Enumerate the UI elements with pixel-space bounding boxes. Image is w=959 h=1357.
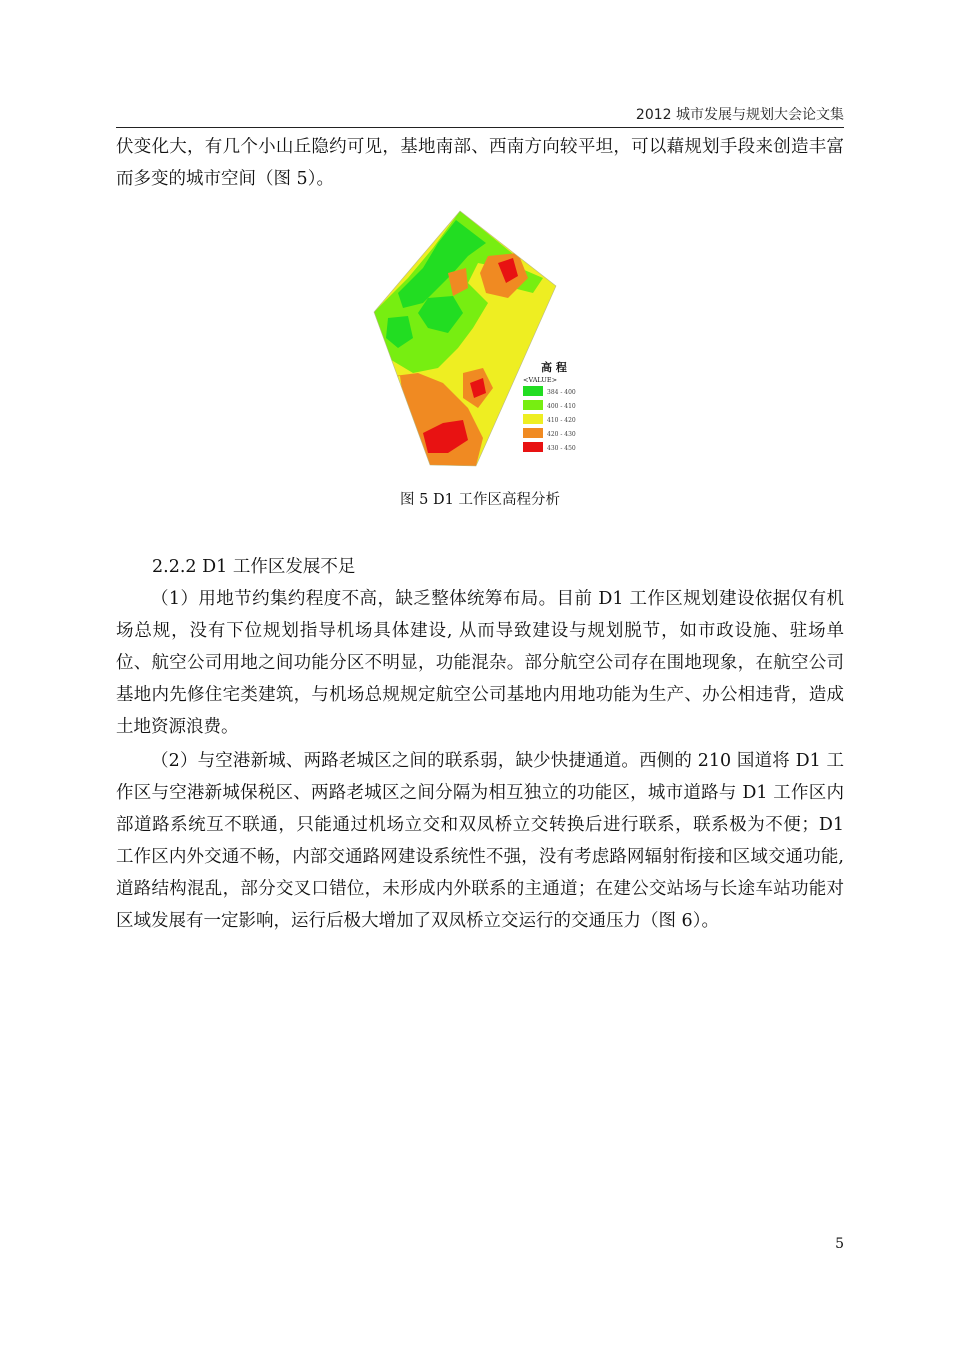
running-header: 2012 城市发展与规划大会论文集 bbox=[635, 107, 844, 123]
header-rule bbox=[116, 127, 844, 128]
legend-swatch bbox=[523, 442, 543, 452]
figure-caption: 图 5 D1 工作区高程分析 bbox=[400, 492, 560, 508]
paragraph-2: （1）用地节约集约程度不高，缺乏整体统筹布局。目前 D1 工作区规划建设依据仅有机场总规，没有下位规划指导机场具体建设, 从而导致建设与规划脱节，如市政设施、驻场单位、航空公司用地之间功能分区不明显，功能混杂。部分航空公司存在围地现象，在航空公司基地内先修住宅类建筑，与机场总规规定航空公司基地内用地功能为生产、办公相违背，造成土地资源浪费。 bbox=[116, 589, 844, 737]
legend-label: 410 - 420 bbox=[547, 417, 576, 424]
elevation-map-figure bbox=[368, 208, 600, 472]
legend-title: 高 程 bbox=[541, 361, 567, 374]
legend-label: 430 - 450 bbox=[547, 445, 576, 452]
legend-label: 384 - 400 bbox=[547, 389, 576, 396]
elevation-map bbox=[368, 208, 600, 472]
legend-label: 420 - 430 bbox=[547, 431, 576, 438]
legend-swatch bbox=[523, 428, 543, 438]
legend-swatch bbox=[523, 414, 543, 424]
page-number: 5 bbox=[835, 1236, 844, 1252]
legend-swatch bbox=[523, 386, 543, 396]
paragraph-1: 伏变化大，有几个小山丘隐约可见，基地南部、西南方向较平坦，可以藉规划手段来创造丰富而多变的城市空间（图 5）。 bbox=[116, 137, 844, 189]
legend-subtitle: <VALUE> bbox=[523, 376, 558, 384]
map-legend bbox=[523, 360, 576, 452]
section-heading: 2.2.2 D1 工作区发展不足 bbox=[152, 557, 356, 577]
paragraph-3: （2）与空港新城、两路老城区之间的联系弱，缺少快捷通道。西侧的 210 国道将 D1 工作区与空港新城保税区、两路老城区之间分隔为相互独立的功能区，城市道路与 D1 工作区内部道路系统互不联通，只能通过机场立交和双凤桥立交转换后进行联系，联系极为不便；D1 工作区内外交通不畅，内部交通路网建设系统性不强，没有考虑路网辐射衔接和区域交通功能, 道路结构混乱，部分交叉口错位，未形成内外联系的主通道；在建公交站场与长途车站功能对区域发展有一定影响，运行后极大增加了双凤桥立交运行的交通压力（图 6）。 bbox=[116, 751, 844, 931]
legend-swatch bbox=[523, 400, 543, 410]
legend-label: 400 - 410 bbox=[547, 403, 576, 410]
